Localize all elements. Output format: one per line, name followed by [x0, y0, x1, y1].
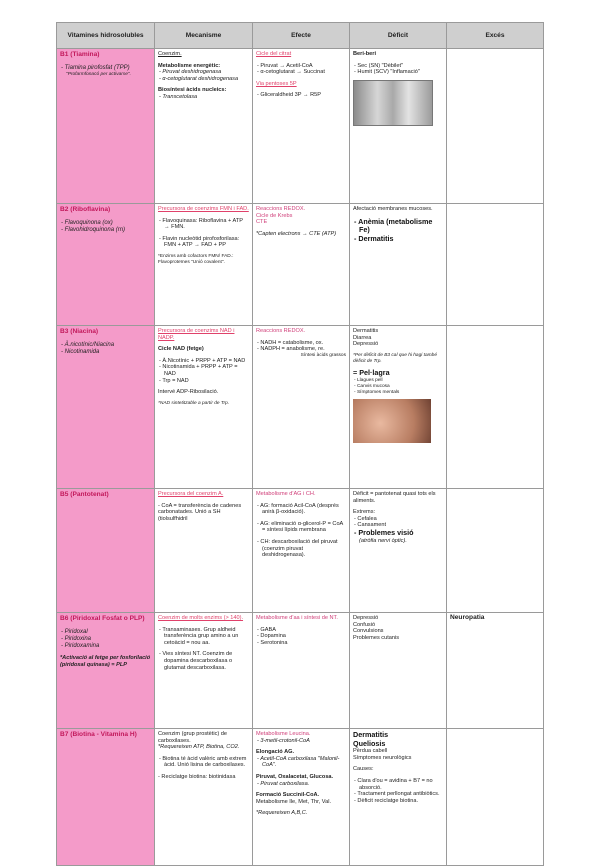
row-b6	[57, 613, 544, 729]
b3-mecanisme-cell	[155, 326, 253, 489]
list-item: - Sec (SN) "Dèbilet"	[354, 62, 404, 69]
list-item: - Piridoxina	[61, 636, 92, 643]
list-item: - Piridoxal	[61, 629, 88, 636]
b6-mecanisme-cell	[155, 613, 253, 729]
b2-vitamin-cell	[57, 204, 155, 326]
b2-exces-cell	[447, 204, 544, 326]
list-item: - CH: descarboxilació del piruvat (coenzim piruvat deshidrogenasa).	[257, 538, 338, 559]
b1-ef-title1: Cicle del citrat	[256, 51, 292, 57]
b2-def-text: Afectació membranes mucoses.	[353, 206, 433, 212]
b3-ef-small: Síntesi àcids grassos	[300, 352, 346, 358]
b1-def-title: Beri-beri	[353, 51, 377, 57]
b1-vitamin-cell	[57, 49, 155, 204]
list-item: - NADH = catabolisme, ox.	[257, 339, 324, 346]
b7-vitamin-cell	[57, 729, 155, 866]
list-item: - Humit (SCV) "Inflamació"	[354, 69, 420, 76]
b7-efecte-cell	[253, 729, 350, 866]
b5-def-note: (atròfia nervi òptic).	[359, 537, 407, 544]
b1-name: B1 (Tiamina)	[60, 51, 100, 58]
list-item: - α-cetoglutarat → Succinat	[257, 69, 325, 76]
b5-efecte-cell	[253, 489, 350, 613]
vitamins-table	[56, 22, 544, 866]
b7-mecanisme-cell	[155, 729, 253, 866]
list-item: - GABA	[257, 626, 276, 633]
b2-mec-note: *Enzims amb cofactors FMN/ FAD.: Flavoproteïnes "Unió covalent".	[158, 253, 234, 265]
list-item: - Piruvat → Acetil-CoA	[257, 62, 313, 69]
b7-def-sub: Causes:	[353, 766, 374, 773]
b7-def-line: Pèrdua cabell	[353, 748, 388, 755]
b7-mec-note: *Requereixen ATP, Biotina, CO2.	[158, 744, 240, 751]
b5-mec-title: Precursora del coenzim A.	[158, 491, 224, 497]
b6-ef-title: Metabolisme d'aa i síntesi de NT.	[256, 615, 338, 621]
list-item: - Flavoquinona (ox)	[61, 220, 113, 227]
list-item: - Cansament	[354, 522, 387, 529]
list-item: - Clara d'ou = avidina + B7 = no absorció.	[354, 777, 433, 791]
b5-mecanisme-cell	[155, 489, 253, 613]
list-item: - AG: formació Acil-CoA (després anirà β-oxidació).	[257, 502, 339, 516]
b6-deficit-cell	[350, 613, 447, 729]
header-deficit: Dèficit	[350, 23, 447, 49]
list-item: - Flavoquinasa: Riboflavina + ATP → FMN.	[159, 217, 243, 231]
list-item: - Cefalea	[354, 515, 377, 522]
b3-def-line: Diarrea	[353, 334, 372, 341]
list-item: - Flavin nucleòtid pirofosforilasa: FMN + ATP → FAD + PP	[159, 235, 240, 249]
list-item: - Acetil-CoA carboxilasa "Malonil-CoA".	[257, 755, 340, 769]
list-item: - Serotonina	[257, 639, 288, 646]
b5-vitamin-cell	[57, 489, 155, 613]
list-item: - Tractament perllongat antibiòtics.	[354, 791, 440, 798]
b2-ef-line: Reaccions REDOX.	[256, 206, 306, 212]
b6-name: B6 (Piridoxal Fosfat o PLP)	[60, 615, 145, 622]
list-item: - Trp = NAD	[159, 377, 189, 384]
b7-ef-text3: Metabolisme Ile, Met, Thr, Val.	[256, 798, 332, 805]
list-item: - Nicotinamida	[61, 349, 100, 356]
header-vitamines: Vitamines hidrosolubles	[57, 23, 155, 49]
b7-ef-sub2: Piruvat, Oxalacetat, Glucosa.	[256, 773, 334, 780]
b2-ef-line: Cicle de Krebs	[256, 212, 293, 219]
b3-name: B3 (Niacina)	[60, 328, 99, 335]
b1-vit-note: "Profarmfonacó per activarse".	[66, 72, 131, 78]
b3-efecte-cell	[253, 326, 350, 489]
b2-deficit-cell	[350, 204, 447, 326]
list-item: - Transaminases. Grup aldheid transferència grup amino a un cetoàcid = nou aa.	[159, 626, 239, 646]
b5-def-text: Dèficit = pantotenat quasi tots els aliments.	[353, 491, 436, 504]
b5-def-sub: Extrems:	[353, 509, 376, 516]
b7-def-big2: Queliosis	[353, 738, 386, 748]
list-item: - Dermatitis	[354, 233, 394, 243]
pellagra-photo	[353, 399, 431, 443]
b3-mec-text: Intervé ADP-Ribosilació.	[158, 389, 219, 396]
b5-name: B5 (Pantotenat)	[60, 491, 109, 498]
b3-def-big: = Pel·lagra	[353, 368, 390, 378]
b3-vitamin-cell	[57, 326, 155, 489]
b6-def-line: Problemes cutanis	[353, 634, 400, 641]
header-exces: Excés	[447, 23, 544, 49]
b3-mec-title: Precursora de coenzims NAD i NADP.	[158, 328, 235, 341]
b7-def-big1: Dermatitis	[353, 730, 389, 739]
b1-efecte-cell	[253, 49, 350, 204]
b1-mec-sub2: Biosíntesi àcids nucleics:	[158, 87, 227, 94]
list-item: - À.nicotínic/Niacina	[61, 342, 115, 349]
list-item: - Llagues pell	[354, 377, 383, 383]
b2-ef-note: *Capten electrons → CTE (ATP)	[256, 230, 337, 237]
b6-def-line: Confusió	[353, 621, 376, 628]
row-b1	[57, 49, 544, 204]
b7-ef-title: Metabolisme Leucina.	[256, 731, 311, 737]
list-item: - NADPH = anabolisme, re.	[257, 346, 325, 353]
list-item: - Nicotinamida + PRPP + ATP = NAD	[159, 364, 238, 377]
b6-def-line: Convulsions	[353, 628, 384, 635]
list-item: - Gliceraldheid 3P → R5P	[257, 92, 321, 99]
b7-ef-sub1: Elongació AG.	[256, 749, 295, 756]
list-item: - Piruvat carboxilasa.	[257, 780, 310, 787]
b1-vit-line: - Tiamina pirofosfat (TPP)	[61, 65, 130, 72]
b1-mecanisme-cell	[155, 49, 253, 204]
b3-def-line: Depressió	[353, 341, 379, 348]
b7-name: B7 (Biotina - Vitamina H)	[60, 731, 137, 738]
b2-ef-line: CTE	[256, 219, 268, 226]
list-item: - Piridoxamina	[61, 643, 100, 650]
row-b2	[57, 204, 544, 326]
list-item: - Transcetolasa	[159, 93, 198, 100]
list-item: - Problemes visió	[354, 527, 414, 537]
b3-mec-note: *NAD sintetitzable a partir de Trp.	[158, 400, 230, 406]
b7-deficit-cell	[350, 729, 447, 866]
b6-exces-text: Neuropatia	[450, 614, 485, 621]
list-item: - Símptomes mentals	[354, 389, 400, 395]
b2-mec-title: Precursora de coenzims FMN i FAD.	[158, 206, 249, 212]
b5-ef-title: Metabolisme d'AG i CH.	[256, 491, 316, 497]
b1-exces-cell	[447, 49, 544, 204]
b5-mec-text: - CoA = transferència de cadenes carbonatades. Unió a SH (tiolsulfhidril	[158, 502, 242, 522]
vitamins-table-sheet	[56, 22, 543, 866]
beriberi-photo	[353, 80, 433, 126]
b1-deficit-cell	[350, 49, 447, 204]
b3-deficit-cell	[350, 326, 447, 489]
b1-mec-sub1: Metabolisme energètic:	[158, 62, 221, 69]
list-item: - 3-metil-crotonil-CoA	[257, 737, 310, 744]
b6-vitamin-cell	[57, 613, 155, 729]
b6-vit-note: *Activació al fetge per fosforilació (piridoxal quinasa) = PLP	[60, 655, 151, 668]
b3-def-line: Dermatitis	[353, 328, 379, 334]
b6-exces-cell	[447, 613, 544, 729]
b5-exces-cell	[447, 489, 544, 613]
b6-def-line: Depressió	[353, 615, 379, 621]
header-mecanisme: Mecanisme	[155, 23, 253, 49]
row-b5	[57, 489, 544, 613]
b2-mecanisme-cell	[155, 204, 253, 326]
list-item: - Canvis mucosa	[354, 383, 390, 389]
b7-ef-sub3: Formació Succinil-CoA.	[256, 792, 320, 799]
b7-mec-text: - Reciclatge biotina: biotinidasa	[158, 773, 236, 780]
b3-def-note: *Per dèficit de B3 cal que hi hagi també dèficit de Trp.	[353, 352, 437, 364]
b3-mec-sub: Cicle NAD (fetge)	[158, 346, 204, 353]
b7-mec-title: Coenzim (grup prostètic) de carboxilases.	[158, 731, 228, 744]
list-item: - À.Nicotínic + PRPP + ATP = NAD	[159, 357, 246, 364]
list-item: - Piruvat deshidrogenasa	[159, 69, 222, 76]
row-b3	[57, 326, 544, 489]
b6-mec-title: Coenzim de molts enzims (> 140).	[158, 615, 244, 621]
b5-deficit-cell	[350, 489, 447, 613]
b1-mec-title: Coenzim.	[158, 51, 182, 57]
list-item: - Biotina té àcid valèric amb extrem àcid. Unió lisina de carboxilases.	[159, 755, 247, 769]
b7-def-line: Símptomes neurològics	[353, 754, 412, 761]
b3-exces-cell	[447, 326, 544, 489]
list-item: - Anèmia (metabolisme Fe)	[354, 216, 433, 235]
list-item: - Dopamina	[257, 633, 286, 640]
b7-exces-cell	[447, 729, 544, 866]
header-efecte: Efecte	[253, 23, 350, 49]
list-item: - α-cetoglutarat deshidrogenasa	[159, 75, 239, 82]
b2-name: B2 (Riboflavina)	[60, 206, 111, 213]
list-item: - Flavohidroquinona (rn)	[61, 227, 126, 234]
b6-efecte-cell	[253, 613, 350, 729]
b2-efecte-cell	[253, 204, 350, 326]
b1-ef-title2: Via pentoses 5P	[256, 80, 297, 87]
list-item: - AG: eliminació α-glicerol-P = CoA = síntesi lípids membrana	[257, 520, 343, 534]
row-b7	[57, 729, 544, 866]
list-item: - Vies síntesi NT. Coenzim de dopamina descarboxilasa o glutamat descarboxilasa.	[159, 651, 233, 671]
b7-ef-note: *Requereixen A,B,C.	[256, 810, 308, 817]
b3-ef-title: Reaccions REDOX.	[256, 328, 306, 334]
header-row	[57, 23, 544, 49]
list-item: - Dèficit reciclatge biotina.	[354, 797, 419, 804]
